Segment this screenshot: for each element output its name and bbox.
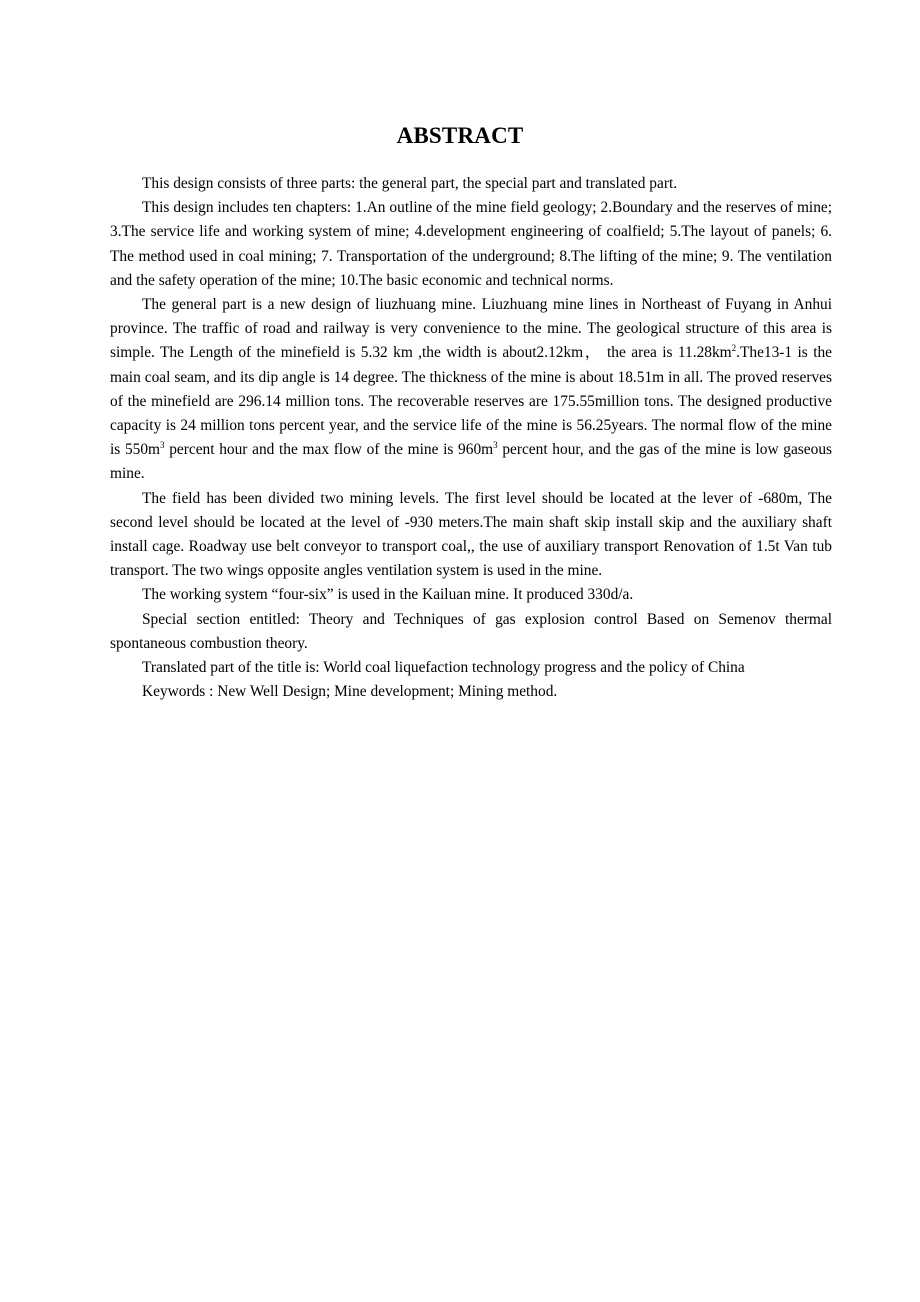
abstract-body bbox=[110, 172, 832, 704]
page-title: ABSTRACT bbox=[396, 123, 524, 148]
paragraph-translated-part: Translated part of the title is: World coal liquefaction technology progress and the policy of China bbox=[142, 659, 745, 677]
paragraph-general-part bbox=[110, 293, 832, 487]
paragraph-special-section: Special section entitled: Theory and Techniques of gas explosion control Based on Semenov thermal spontaneous combustion theory. bbox=[110, 610, 832, 652]
paragraph-working-system: The working system “four-six” is used in the Kailuan mine. It produced 330d/a. bbox=[142, 586, 634, 604]
general-part-text-a: The general part is a new design of liuzhuang mine. Liuzhuang mine lines in Northeast of Fuyang in Anhui province. The traffic of road and railway is very convenience to the mine. The geological structure of this area is simple. The Length of the minefield is 5.32 km ,the width is about2.12km， the area is 11.28km bbox=[110, 296, 832, 362]
superscript-max-flow-unit: 3 bbox=[493, 440, 498, 451]
paragraph-chapters: This design includes ten chapters: 1.An outline of the mine field geology; 2.Boundary and the reserves of mine; 3.The service life and working system of mine; 4.development engineering of coalfield; 5.The layout of panels; 6. The method used in coal mining; 7. Transportation of the underground; 8.The lifting of the mine; 9. The ventilation and the safety operation of the mine; 10.The basic economic and technical norms. bbox=[110, 199, 832, 289]
superscript-area-unit: 2 bbox=[731, 343, 737, 354]
paragraph-parts-overview: This design consists of three parts: the general part, the special part and translated part. bbox=[142, 175, 678, 192]
paragraph-mining-levels: The field has been divided two mining levels. The first level should be located at the lever of -680m, The second level should be located at the level of -930 meters.The main shaft skip install skip and the auxiliary shaft install cage. Roadway use belt conveyor to transport coal,, the use of auxiliary transport Renovation of 1.5t Van tub transport. The two wings opposite angles ventilation system is used in the mine. bbox=[110, 489, 832, 580]
paragraph-keywords: Keywords : New Well Design; Mine development; Mining method. bbox=[142, 683, 558, 701]
general-part-text-b: .The13-1 is the main coal seam, and its dip angle is 14 degree. The thickness of the mine is about 18.51m in all. The proved reserves of the minefield are 296.14 million tons. The recoverable reserves are 175.55million tons. The designed productive capacity is 24 million tons percent year, and the service life of the mine is 56.25years. The normal flow of the mine is 550m bbox=[110, 344, 832, 459]
general-part-text-c: percent hour and the max flow of the mine is 960m bbox=[164, 441, 494, 459]
superscript-normal-flow-unit: 3 bbox=[160, 440, 165, 451]
general-part-text-d: percent hour, and the gas of the mine is low gaseous mine. bbox=[110, 441, 833, 483]
